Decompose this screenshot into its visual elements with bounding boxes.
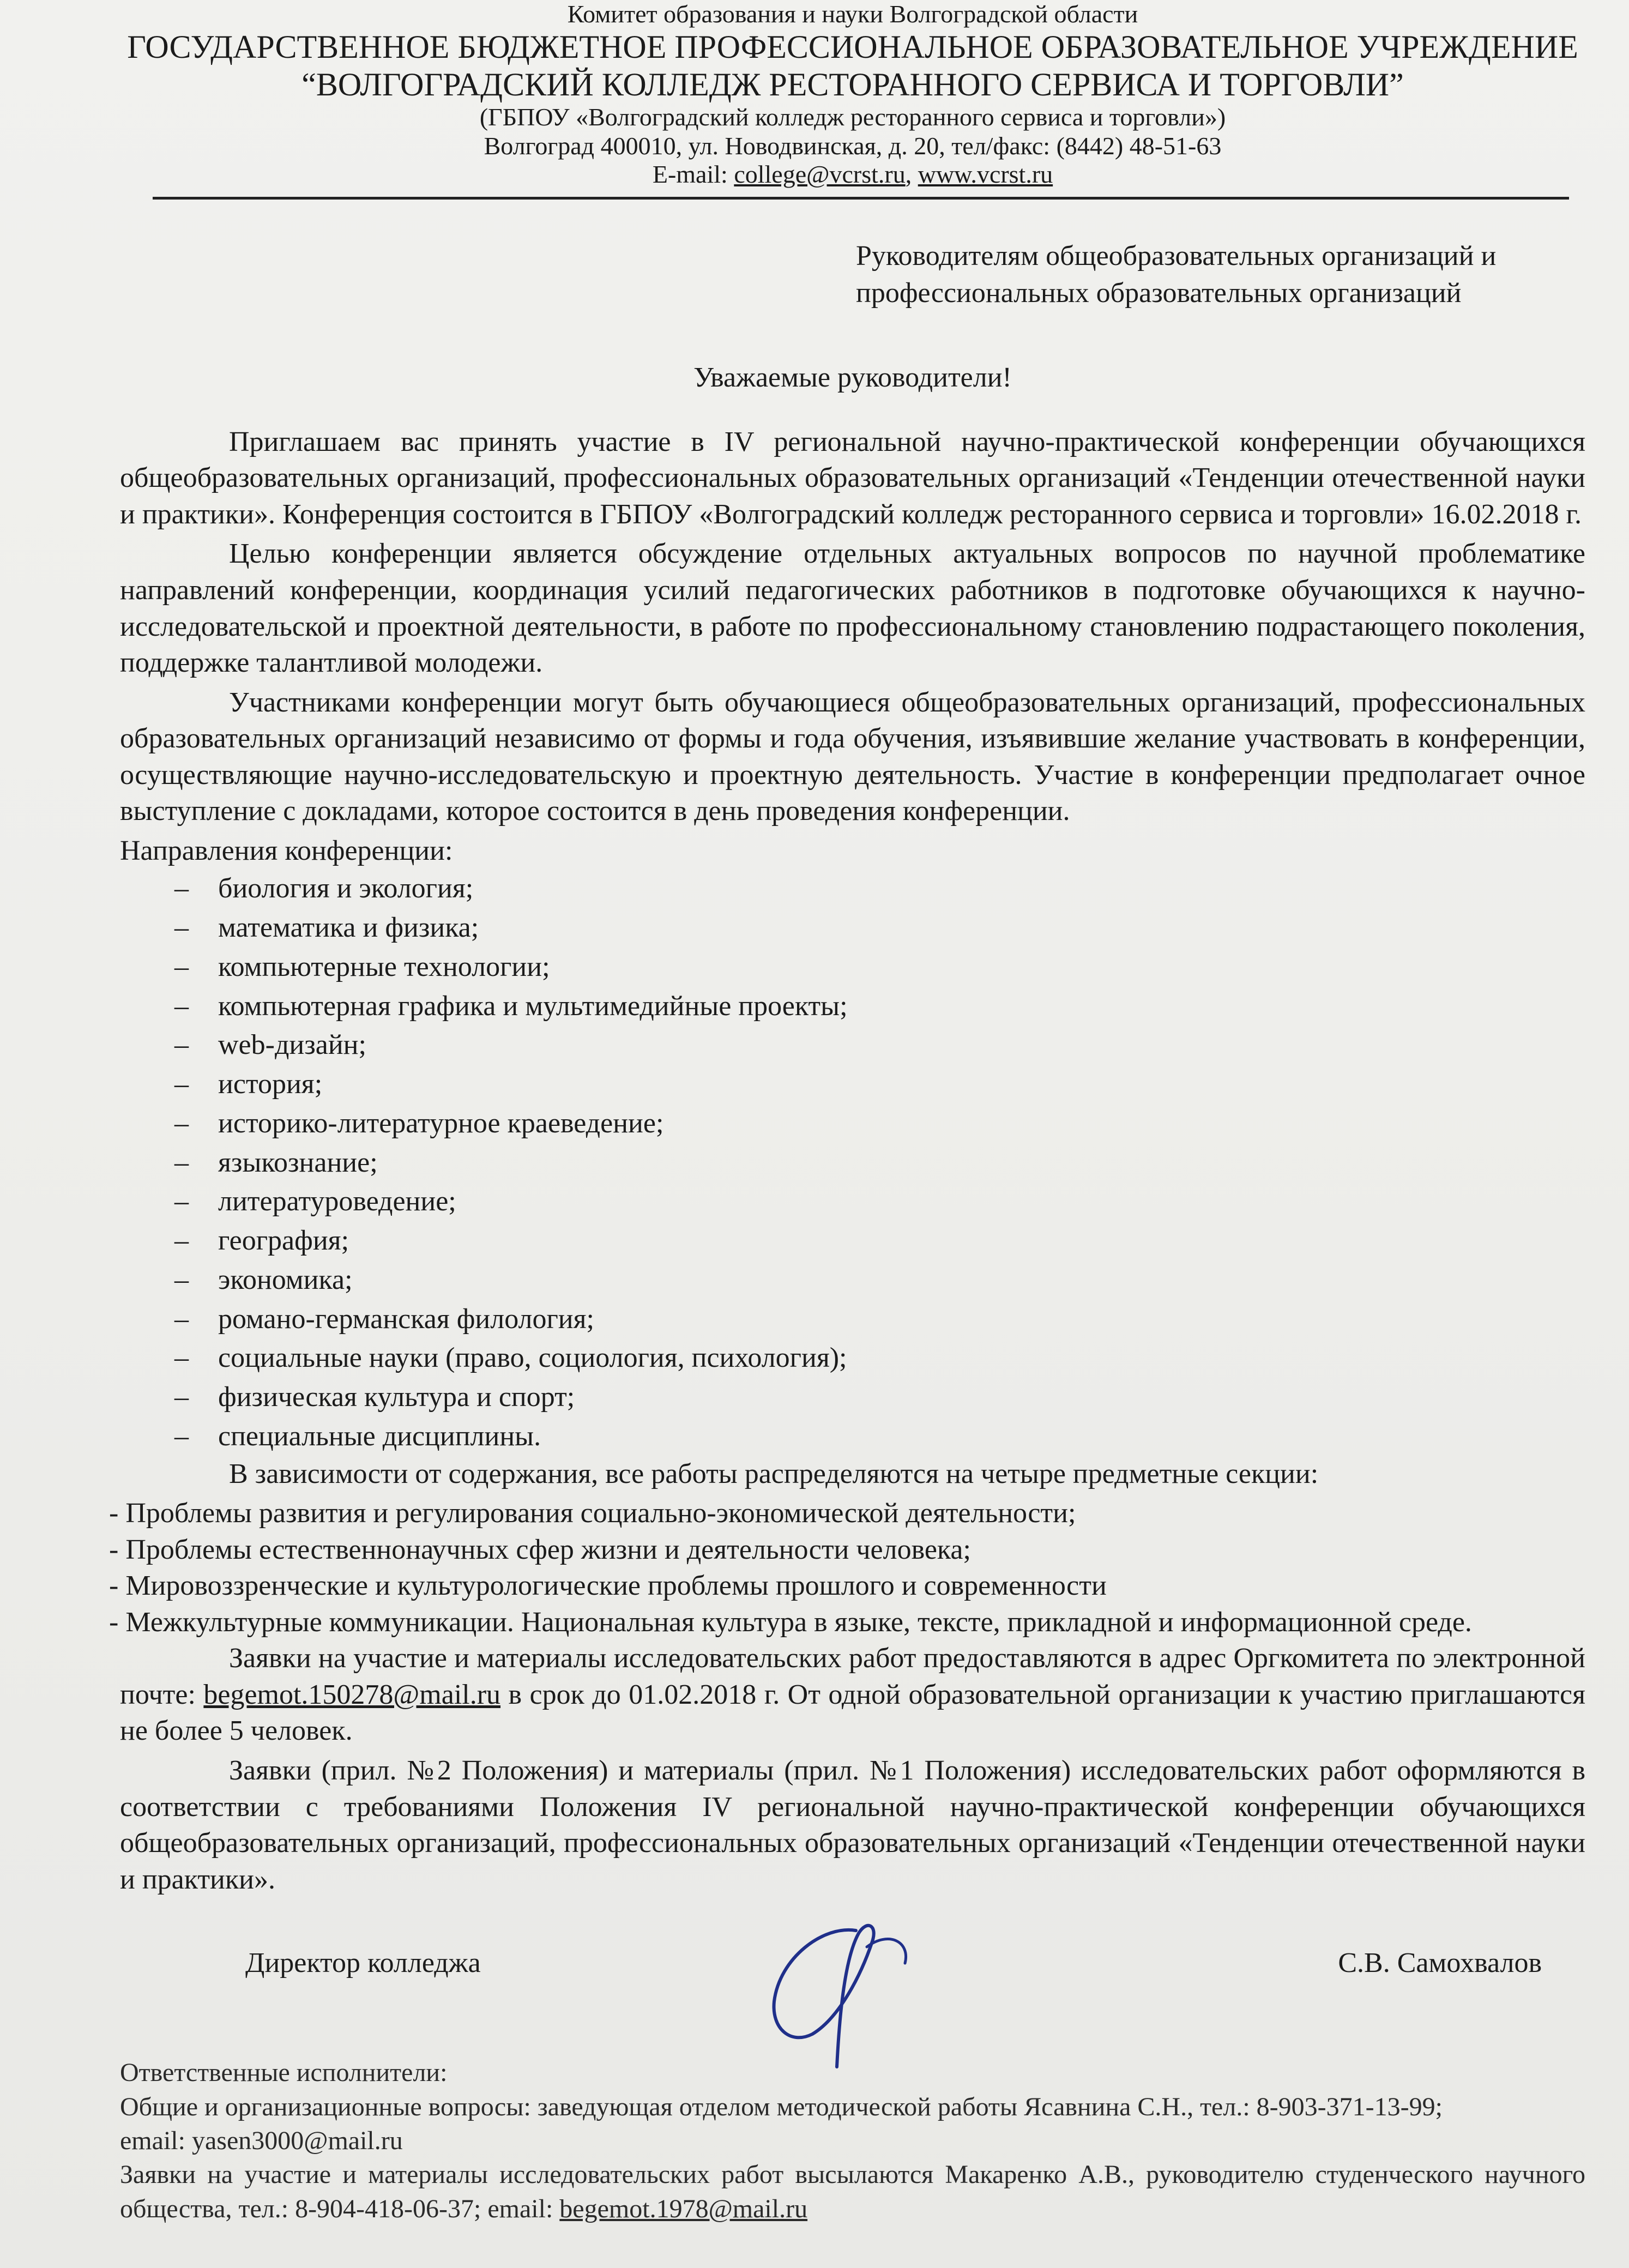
letterhead-divider (153, 197, 1569, 200)
direction-label: физическая культура и спорт; (218, 1382, 575, 1413)
student-society-email-link[interactable]: begemot.1978@mail.ru (559, 2194, 808, 2223)
direction-item (120, 869, 1585, 908)
direction-label: компьютерная графика и мультимедийные проекты; (218, 990, 848, 1022)
section-item: - Проблемы естественнонаучных сфер жизни и деятельности человека; (109, 1534, 971, 1565)
letterhead (120, 0, 1585, 189)
contacts-general: Общие и организационные вопросы: заведующая отделом методической работы Ясавнина С.Н., тел.: 8-903-371-13-99; (120, 2092, 1443, 2121)
list-dash: – (174, 1264, 189, 1295)
direction-item (120, 1300, 1585, 1339)
signatory-name: С.В. Самохвалов (1338, 1947, 1542, 1979)
applications-deadline-text: в срок до 01.02.2018 г. От одной образовательной организации к участию приглашаются не более 5 человек. (120, 1679, 1585, 1747)
direction-item (120, 1260, 1585, 1300)
postal-address: Волгоград 400010, ул. Новодвинская, д. 20, тел/факс: (8442) 48-51-63 (484, 131, 1222, 160)
list-dash: – (174, 873, 189, 904)
signature-block (120, 1931, 1585, 2029)
direction-label: математика и физика; (218, 912, 479, 944)
direction-item (120, 908, 1585, 948)
direction-label: литературоведение; (218, 1186, 456, 1217)
sections-list (109, 1495, 1585, 1640)
direction-label: компьютерные технологии; (218, 951, 550, 982)
direction-item (120, 1143, 1585, 1183)
direction-item (120, 1221, 1585, 1260)
institution-name-line: “ВОЛГОГРАДСКИЙ КОЛЛЕДЖ РЕСТОРАННОГО СЕРВИСА И ТОРГОВЛИ” (301, 66, 1404, 102)
direction-item (120, 1104, 1585, 1143)
applications-paragraph (120, 1640, 1585, 1750)
direction-item (120, 1065, 1585, 1104)
directions-list (120, 869, 1585, 1456)
direction-label: история; (218, 1069, 323, 1100)
list-dash: – (174, 1107, 189, 1139)
responsible-contacts (120, 2056, 1585, 2226)
addressee (856, 238, 1585, 312)
direction-item (120, 1338, 1585, 1378)
committee-line: Комитет образования и науки Волгоградской области (567, 0, 1138, 28)
email-label: E-mail: (652, 160, 734, 189)
institution-short-name: (ГБПОУ «Волгоградский колледж ресторанного сервиса и торговли») (479, 103, 1226, 131)
separator: , (905, 160, 918, 189)
direction-label: web-дизайн; (218, 1029, 366, 1061)
list-dash: – (174, 951, 189, 982)
invitation-paragraph: Приглашаем вас принять участие в IV региональной научно-практической конференции обучающихся общеобразовательных организаций, профессиональных образовательных организаций «Тенденции отечественной науки и практики». Конференция состоится в ГБПОУ «Волгоградский колледж ресторанного сервиса и торговли» 16.02.2018 г. (120, 426, 1585, 530)
direction-label: экономика; (218, 1264, 353, 1295)
direction-label: география; (218, 1225, 349, 1257)
direction-item (120, 987, 1585, 1026)
college-website-link[interactable]: www.vcrst.ru (918, 160, 1053, 189)
directions-title: Направления конференции: (120, 835, 453, 866)
signatory-position: Директор колледжа (245, 1947, 481, 1979)
institution-type-line: ГОСУДАРСТВЕННОЕ БЮДЖЕТНОЕ ПРОФЕССИОНАЛЬНОЕ ОБРАЗОВАТЕЛЬНОЕ УЧРЕЖДЕНИЕ (127, 29, 1578, 65)
list-dash: – (174, 1225, 189, 1257)
direction-label: историко-литературное краеведение; (218, 1107, 664, 1139)
direction-label: социальные науки (право, социология, психология); (218, 1342, 847, 1374)
direction-item (120, 1378, 1585, 1417)
contact-line (120, 160, 1585, 189)
list-dash: – (174, 1420, 189, 1452)
direction-label: языкознание; (218, 1147, 378, 1178)
list-dash: – (174, 912, 189, 944)
list-dash: – (174, 1186, 189, 1217)
direction-label: романо-германская филология; (218, 1303, 594, 1335)
direction-label: биология и экология; (218, 873, 474, 904)
list-dash: – (174, 1303, 189, 1335)
requirements-paragraph: Заявки (прил. №2 Положения) и материалы (прил. №1 Положения) исследовательских работ оформляются в соответствии с требованиями Положения IV региональной научно-практической конференции обучающихся общеобразовательных организаций, профессиональных образовательных организаций «Тенденции отечественной науки и практики». (120, 1754, 1585, 1895)
participants-paragraph: Участниками конференции могут быть обучающиеся общеобразовательных организаций, профессиональных образовательных организаций независимо от формы и года обучения, изъявившие желание участвовать в конференции, осуществляющие научно-исследовательскую и проектную деятельность. Участие в конференции предполагает очное выступление с докладами, которое состоится в день проведения конференции. (120, 686, 1585, 827)
list-dash: – (174, 1382, 189, 1413)
addressee-line-1: Руководителям общеобразовательных организаций и (856, 240, 1497, 272)
contacts-applications (120, 2158, 1585, 2226)
letter-body (109, 424, 1585, 1898)
college-email-link[interactable]: college@vcrst.ru (734, 160, 906, 189)
list-dash: – (174, 1342, 189, 1374)
contacts-title: Ответственные исполнители: (120, 2058, 448, 2088)
list-dash: – (174, 1069, 189, 1100)
greeting: Уважаемые руководители! (693, 361, 1012, 393)
applications-text: Заявки на участие и материалы исследовательских работ предоставляются в адрес Оргкомитета по электронной почте: (120, 1643, 1585, 1710)
direction-item (120, 1417, 1585, 1456)
section-item: - Проблемы развития и регулирования социально-экономической деятельности; (109, 1498, 1076, 1529)
section-item: - Мировоззренческие и культурологические проблемы прошлого и современности (109, 1570, 1107, 1602)
orgcommittee-email-link[interactable]: begemot.150278@mail.ru (203, 1679, 501, 1710)
list-dash: – (174, 990, 189, 1022)
handwritten-signature (741, 1909, 938, 2072)
direction-item (120, 948, 1585, 987)
contacts-applications-text: Заявки на участие и материалы исследовательских работ высылаются Макаренко А.В., руководителю студенческого научного общества, тел.: 8-904-418-06-37; email: (120, 2160, 1585, 2223)
goal-paragraph: Целью конференции является обсуждение отдельных актуальных вопросов по научной проблематике направлений конференции, координация усилий педагогических работников в подготовке обучающихся к научно-исследовательской и проектной деятельности, в работе по профессиональному становлению подрастающего поколения, поддержке талантливой молодежи. (120, 538, 1585, 679)
list-dash: – (174, 1147, 189, 1178)
section-item: - Межкультурные коммуникации. Национальная культура в языке, тексте, прикладной и информационной среде. (109, 1606, 1472, 1638)
direction-item (120, 1182, 1585, 1221)
contacts-general-email: email: yasen3000@mail.ru (120, 2126, 403, 2155)
direction-label: специальные дисциплины. (218, 1420, 541, 1452)
direction-item (120, 1026, 1585, 1065)
addressee-line-2: профессиональных образовательных организаций (856, 278, 1462, 309)
sections-intro: В зависимости от содержания, все работы распределяются на четыре предметные секции: (229, 1458, 1319, 1489)
list-dash: – (174, 1029, 189, 1061)
